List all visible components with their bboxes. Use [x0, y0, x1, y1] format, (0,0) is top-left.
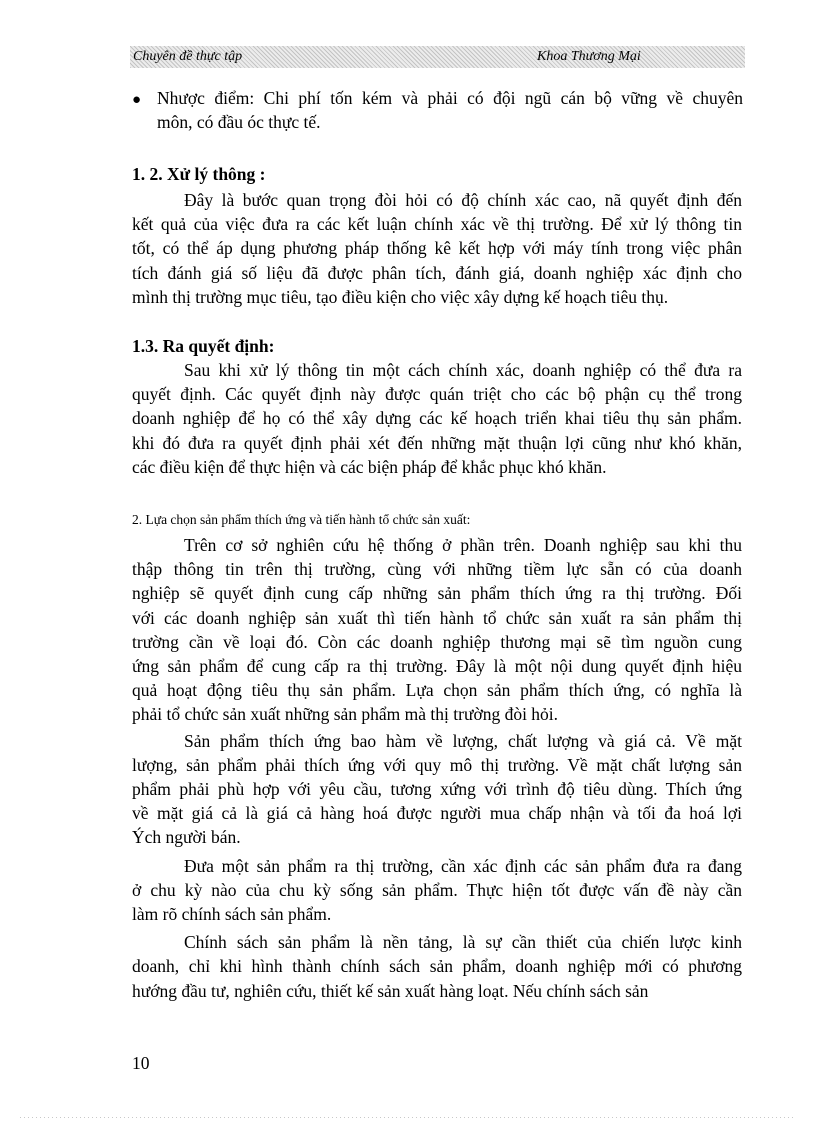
- section-heading: 1.3. Ra quyết định:: [132, 336, 275, 356]
- text-line: hướng đầu tư, nghiên cứu, thiết kế sản xuất hàng loạt. Nếu chính sách sản: [132, 980, 649, 1001]
- text-line: trường cần về loại đó. Còn các doanh nghiệp thương mại sẽ tìm nguồn cung: [132, 631, 742, 652]
- text-line: Trên cơ sở nghiên cứu hệ thống ở phần trên. Doanh nghiệp sau khi thu: [184, 535, 742, 555]
- bullet-text: [157, 86, 743, 134]
- text-line: tốt, có thể áp dụng phương pháp thống kê kết hợp với máy tính trong việc phân: [132, 238, 742, 259]
- text-line: về mặt giá cả là giá cả hàng hoá được người mua chấp nhận và tối đa hoá lợi: [132, 803, 742, 824]
- text-line: môn, có đầu óc thực tế.: [157, 112, 321, 133]
- text-line: Đây là bước quan trọng đòi hỏi có độ chính xác cao, nã quyết định đến: [184, 190, 742, 210]
- paragraph: [132, 533, 742, 727]
- text-line: ứng sản phẩm để cung cấp ra thị trường. Đây là một nội dung quyết định hiệu: [132, 656, 742, 677]
- text-line: Chính sách sản phẩm là nền tảng, là sự cần thiết của chiến lược kinh: [184, 932, 742, 953]
- text-line: doanh, chỉ khi hình thành chính sách sản phẩm, doanh nghiệp mới có phương: [132, 956, 742, 977]
- paragraph: [132, 358, 742, 479]
- paragraph: [132, 854, 742, 927]
- text-line: Sản phẩm thích ứng bao hàm về lượng, chất lượng và giá cả. Về mặt: [184, 730, 742, 751]
- section-heading: 1. 2. Xử lý thông :: [132, 164, 266, 184]
- text-line: thập thông tin trên thị trường, cùng với những tiềm lực sẵn có của doanh: [132, 559, 742, 580]
- text-line: làm rõ chính sách sản phẩm.: [132, 904, 332, 925]
- text-line: các điều kiện để thực hiện và các biện pháp để khắc phục khó khăn.: [132, 456, 607, 477]
- text-line: với các doanh nghiệp sản xuất thì tiến hành tổ chức sản xuất ra sản phẩm thị: [132, 607, 742, 628]
- text-line: mình thị trường mục tiêu, tạo điều kiện cho việc xây dựng kế hoạch tiêu thụ.: [132, 286, 669, 307]
- paragraph: [132, 188, 742, 309]
- bullet-dot-icon: ●: [132, 92, 142, 108]
- text-line: nghiệp sẽ quyết định cung cấp những sản phẩm thích ứng ra thị trường. Đối: [132, 583, 742, 604]
- text-line: phẩm phải phù hợp với yêu cầu, tương xứng với trình độ tiêu dùng. Thích ứng: [132, 779, 742, 800]
- section-1-2: [132, 162, 742, 309]
- footer-divider: [20, 1117, 796, 1118]
- section-heading: 2. Lựa chọn sản phẩm thích ứng và tiến hành tổ chức sản xuất:: [132, 512, 471, 527]
- text-line: Ých người bán.: [132, 827, 241, 848]
- paragraph: [132, 729, 742, 850]
- section-1-3: [132, 334, 742, 479]
- paragraph: [132, 930, 742, 1003]
- text-line: quả hoạt động tiêu thụ sản phẩm. Lựa chọn sản phẩm thích ứng, có nghĩa là: [132, 680, 742, 701]
- text-line: kết quả của việc đưa ra các kết luận chính xác về thị trường. Để xử lý thông tin: [132, 214, 742, 235]
- text-line: quyết định. Các quyết định này được quán triệt cho các bộ phận cụ thể trong: [132, 384, 742, 405]
- section-2: [132, 511, 742, 1003]
- text-line: tích đánh giá số liệu đã được phân tích, đánh giá, doanh nghiệp xác định cho: [132, 262, 742, 283]
- text-line: Sau khi xử lý thông tin một cách chính xác, doanh nghiệp có thể đưa ra: [184, 360, 742, 380]
- header-department: Khoa Thương Mại: [537, 49, 641, 64]
- running-header: [130, 46, 745, 68]
- header-title: Chuyên đề thực tập: [133, 49, 243, 64]
- text-line: phải tổ chức sản xuất những sản phẩm mà thị trường đòi hỏi.: [132, 704, 559, 725]
- page-number: 10: [132, 1053, 150, 1073]
- text-line: khi đó đưa ra quyết định phải xét đến những mặt thuận lợi cũng như khó khăn,: [132, 432, 742, 453]
- text-line: doanh nghiệp để họ có thể xây dựng các kế hoạch triển khai tiêu thụ sản phẩm.: [132, 408, 742, 429]
- text-line: lượng, sản phẩm phải thích ứng với quy mô thị trường. Về mặt chất lượng sản: [132, 754, 742, 775]
- text-line: Nhược điểm: Chi phí tốn kém và phải có đội ngũ cán bộ vững về chuyên: [157, 88, 743, 108]
- text-line: ở chu kỳ nào của chu kỳ sống sản phẩm. Thực hiện tốt được vấn đề này cần: [132, 879, 742, 900]
- text-line: Đưa một sản phẩm ra thị trường, cần xác định các sản phẩm đưa ra đang: [184, 855, 742, 876]
